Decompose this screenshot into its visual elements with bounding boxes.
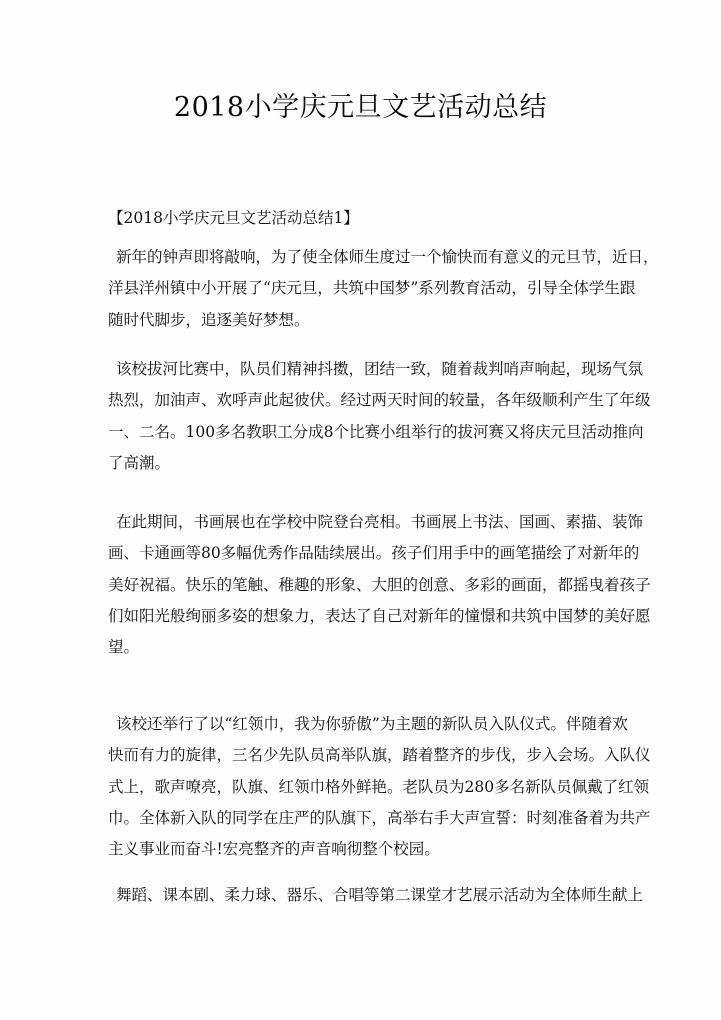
text-line: 画、卡通画等80多幅优秀作品陆续展出。孩子们用手中的画笔描绘了对新年的 <box>108 544 640 563</box>
text-line: 该校还举行了以“红领巾，我为你骄傲”为主题的新队员入队仪式。伴随着欢 <box>116 715 628 733</box>
paragraph-5 <box>108 880 644 911</box>
text-line: 新年的钟声即将敲响，为了使全体师生度过一个愉快而有意义的元旦节，近日， <box>116 248 659 266</box>
text-line: 随时代脚步，追逐美好梦想。 <box>108 310 310 329</box>
text-line: 热烈，加油声、欢呼声此起彼伏。经过两天时间的较量，各年级顺利产生了年级 <box>108 391 651 410</box>
paragraph-2 <box>108 354 651 479</box>
text-line: 巾。全体新入队的同学在庄严的队旗下，高举右手大声宣誓：时刻准备着为共产 <box>108 808 651 827</box>
section-heading: 【2018小学庆元旦文艺活动总结1】 <box>108 209 359 227</box>
text-line: 快而有力的旋律，三名少先队员高举队旗，踏着整齐的步伐，步入会场。入队仪 <box>108 746 651 765</box>
paragraph-4 <box>108 709 651 865</box>
text-line: 望。 <box>108 638 140 657</box>
text-line: 洋县洋州镇中小开展了“庆元旦，共筑中国梦”系列教育活动，引导全体学生跟 <box>108 279 636 298</box>
text-line: 们如阳光般绚丽多姿的想象力，表达了自己对新年的憧憬和共筑中国梦的美好愿 <box>108 606 651 625</box>
text-line: 该校拔河比赛中，队员们精神抖擞，团结一致，随着裁判哨声响起，现场气氛 <box>116 360 644 378</box>
text-line: 一、二名。100多名教职工分成8个比赛小组举行的拔河赛又将庆元旦活动推向 <box>108 422 644 441</box>
text-line: 了高潮。 <box>108 453 171 472</box>
text-line: 式上，歌声嘹亮，队旗、红领巾格外鲜艳。老队员为280多名新队员佩戴了红领 <box>108 777 650 796</box>
text-line: 主义事业而奋斗!宏亮整齐的声音响彻整个校园。 <box>108 840 440 859</box>
text-line: 在此期间，书画展也在学校中院登台亮相。书画展上书法、国画、素描、装饰 <box>116 513 644 531</box>
paragraph-1 <box>108 242 659 336</box>
text-line: 美好祝福。快乐的笔触、稚趣的形象、大胆的创意、多彩的画面，都摇曳着孩子 <box>108 575 651 594</box>
text-line: 舞蹈、课本剧、柔力球、器乐、合唱等第二课堂才艺展示活动为全体师生献上 <box>116 886 644 904</box>
document-title: 2018小学庆元旦文艺活动总结 <box>173 92 548 123</box>
paragraph-3 <box>108 507 651 663</box>
